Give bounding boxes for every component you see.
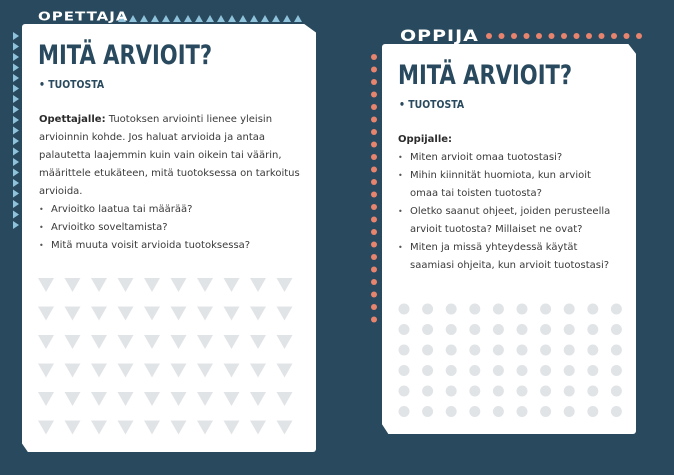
pattern-dot [540, 324, 551, 335]
pattern-triangle [171, 278, 187, 292]
border-triangle [283, 15, 291, 22]
border-triangle [294, 15, 302, 22]
border-triangle [261, 15, 269, 22]
pattern-triangle [224, 364, 240, 378]
pattern-triangle [118, 278, 134, 292]
pattern-dot [517, 304, 528, 315]
pattern-triangle [197, 392, 213, 406]
pattern-triangle [171, 307, 187, 321]
border-triangle [13, 64, 19, 72]
border-dot [371, 92, 377, 98]
pattern-dot [587, 324, 598, 335]
pattern-dot [422, 324, 433, 335]
border-dot [586, 33, 592, 39]
border-dot [371, 54, 377, 60]
border-dot [371, 267, 377, 273]
learner-card-title: MITÄ ARVIOIT? [398, 60, 573, 91]
border-triangle [239, 15, 247, 22]
pattern-triangle [91, 335, 107, 349]
pattern-dot [493, 365, 504, 376]
border-dot [371, 279, 377, 285]
border-triangle [184, 15, 192, 22]
pattern-dot [493, 324, 504, 335]
pattern-dot [446, 324, 457, 335]
border-triangle [13, 106, 19, 114]
pattern-triangle [118, 364, 134, 378]
border-dot [561, 33, 567, 39]
border-dot [611, 33, 617, 39]
pattern-triangle [197, 307, 213, 321]
border-dot [371, 67, 377, 73]
pattern-dot [446, 386, 457, 397]
pattern-triangle [277, 421, 293, 435]
pattern-dot [587, 304, 598, 315]
list-item: • Miten arvioit omaa tuotostasi? [398, 149, 613, 167]
pattern-triangle [171, 364, 187, 378]
pattern-dot [611, 365, 622, 376]
border-triangle [13, 95, 19, 103]
border-dot [371, 229, 377, 235]
pattern-triangle [197, 364, 213, 378]
pattern-triangle [38, 335, 54, 349]
pattern-triangle [144, 335, 160, 349]
pattern-triangle [277, 364, 293, 378]
pattern-triangle [277, 335, 293, 349]
list-item: • Arvioitko soveltamista? [39, 219, 301, 237]
border-triangle [250, 15, 258, 22]
pattern-triangle [65, 364, 81, 378]
border-triangle [217, 15, 225, 22]
pattern-triangle [197, 278, 213, 292]
teacher-lead-label: Opettajalle: [39, 114, 106, 125]
pattern-dot [611, 345, 622, 356]
border-dot [524, 33, 530, 39]
pattern-dot [611, 304, 622, 315]
list-item: • Miten ja missä yhteydessä käytät saamiasi ohjeita, kun arvioit tuotostasi? [398, 239, 613, 275]
pattern-triangle [38, 392, 54, 406]
pattern-triangle [250, 392, 266, 406]
pattern-triangle [38, 421, 54, 435]
border-triangle [13, 74, 19, 82]
border-triangle [13, 169, 19, 177]
border-triangle [13, 127, 19, 135]
pattern-triangle [224, 392, 240, 406]
pattern-triangle [250, 307, 266, 321]
pattern-dot [587, 386, 598, 397]
border-dot [371, 154, 377, 160]
border-dot [371, 192, 377, 198]
pattern-triangle [91, 307, 107, 321]
learner-lead-paragraph [398, 131, 613, 149]
pattern-dot [564, 345, 575, 356]
pattern-dot [469, 345, 480, 356]
pattern-triangle [91, 278, 107, 292]
pattern-triangle [65, 335, 81, 349]
pattern-dot [446, 406, 457, 417]
pattern-triangle [65, 421, 81, 435]
pattern-dot [587, 406, 598, 417]
border-dot [371, 142, 377, 148]
pattern-dot [399, 365, 410, 376]
border-dot [549, 33, 555, 39]
border-dot [371, 204, 377, 210]
border-dot [599, 33, 605, 39]
pattern-triangle [144, 392, 160, 406]
pattern-triangle [118, 392, 134, 406]
border-triangle [13, 137, 19, 145]
pattern-dot [564, 365, 575, 376]
pattern-triangle [118, 307, 134, 321]
pattern-dot [446, 365, 457, 376]
pattern-dot [540, 304, 551, 315]
pattern-dot [422, 386, 433, 397]
pattern-triangle [171, 335, 187, 349]
teacher-card-body [39, 111, 301, 255]
pattern-triangle [224, 307, 240, 321]
pattern-triangle [65, 392, 81, 406]
pattern-triangle [144, 364, 160, 378]
pattern-dot [493, 406, 504, 417]
pattern-triangle [171, 421, 187, 435]
pattern-dot [564, 304, 575, 315]
pattern-dot [446, 304, 457, 315]
learner-tag: OPPIJA [400, 26, 479, 46]
border-dot [371, 304, 377, 310]
border-dot [636, 33, 642, 39]
pattern-dot [469, 324, 480, 335]
pattern-dot [469, 304, 480, 315]
pattern-triangle [197, 421, 213, 435]
pattern-triangle [250, 278, 266, 292]
border-dot [536, 33, 542, 39]
border-dot [574, 33, 580, 39]
pattern-dot [564, 386, 575, 397]
border-triangle [13, 53, 19, 61]
pattern-dot [611, 386, 622, 397]
pattern-dot [611, 406, 622, 417]
pattern-dot [422, 406, 433, 417]
pattern-dot [446, 345, 457, 356]
pattern-triangle [144, 421, 160, 435]
pattern-dot [469, 406, 480, 417]
learner-card-body [398, 131, 613, 275]
border-triangle [13, 43, 19, 51]
border-triangle [140, 15, 148, 22]
border-triangle [13, 148, 19, 156]
list-item: • Mihin kiinnität huomiota, kun arvioit omaa tai toisten tuotosta? [398, 167, 613, 203]
pattern-triangle [65, 307, 81, 321]
pattern-triangle [277, 392, 293, 406]
border-dot [371, 179, 377, 185]
border-triangle [13, 85, 19, 93]
pattern-triangle [38, 278, 54, 292]
teacher-triangle-pattern [36, 274, 306, 444]
pattern-dot [517, 406, 528, 417]
list-item: • Oletko saanut ohjeet, joiden perusteella arvioit tuotosta? Millaiset ne ovat? [398, 203, 613, 239]
pattern-triangle [91, 392, 107, 406]
pattern-triangle [118, 335, 134, 349]
border-triangle [13, 221, 19, 229]
pattern-dot [564, 406, 575, 417]
pattern-triangle [224, 278, 240, 292]
border-triangle [13, 116, 19, 124]
pattern-dot [517, 324, 528, 335]
border-triangle [13, 211, 19, 219]
learner-dot-pattern [394, 300, 630, 420]
learner-question-list [398, 149, 613, 275]
pattern-triangle [224, 421, 240, 435]
pattern-triangle [277, 307, 293, 321]
learner-card-subtitle: • TUOTOSTA [399, 98, 465, 111]
border-dot [371, 104, 377, 110]
teacher-lead-paragraph [39, 111, 301, 201]
border-triangle [162, 15, 170, 22]
pattern-dot [540, 386, 551, 397]
teacher-card-title: MITÄ ARVIOIT? [38, 40, 213, 71]
pattern-dot [469, 365, 480, 376]
pattern-dot [517, 386, 528, 397]
border-dot [371, 317, 377, 323]
border-triangle [272, 15, 280, 22]
border-dot [624, 33, 630, 39]
border-dot [371, 129, 377, 135]
teacher-tag: OPETTAJA [38, 8, 129, 24]
border-triangle [195, 15, 203, 22]
border-triangle [151, 15, 159, 22]
pattern-triangle [250, 421, 266, 435]
learner-lead-label: Oppijalle: [398, 134, 453, 145]
pattern-dot [517, 365, 528, 376]
teacher-question-list [39, 201, 301, 255]
border-dot [371, 254, 377, 260]
pattern-dot [422, 345, 433, 356]
pattern-dot [469, 386, 480, 397]
border-triangle [13, 158, 19, 166]
border-dot [371, 79, 377, 85]
border-dot [371, 167, 377, 173]
border-triangle [13, 190, 19, 198]
pattern-dot [399, 324, 410, 335]
pattern-dot [587, 345, 598, 356]
teacher-lead-text: Tuotoksen arviointi lienee yleisin arvioinnin kohde. Jos haluat arvioida ja antaa palautetta laajemmin kuin vain oikein tai väärin, määrittele etukäteen, mitä tuotoksessa on tarkoitus arvioida. [39, 114, 300, 197]
pattern-triangle [277, 278, 293, 292]
pattern-triangle [144, 278, 160, 292]
pattern-triangle [250, 335, 266, 349]
pattern-dot [422, 304, 433, 315]
border-dot [371, 292, 377, 298]
border-dot [499, 33, 505, 39]
list-item: • Mitä muuta voisit arvioida tuotoksessa? [39, 237, 301, 255]
pattern-dot [540, 345, 551, 356]
pattern-dot [564, 324, 575, 335]
list-item: • Arvioitko laatua tai määrää? [39, 201, 301, 219]
pattern-dot [493, 304, 504, 315]
border-triangle [13, 179, 19, 187]
pattern-dot [493, 386, 504, 397]
pattern-dot [517, 345, 528, 356]
border-triangle [173, 15, 181, 22]
border-dot [371, 242, 377, 248]
pattern-triangle [250, 364, 266, 378]
pattern-triangle [38, 307, 54, 321]
pattern-triangle [197, 335, 213, 349]
pattern-dot [540, 406, 551, 417]
border-dot [371, 217, 377, 223]
pattern-dot [399, 386, 410, 397]
pattern-triangle [91, 421, 107, 435]
pattern-dot [399, 345, 410, 356]
border-triangle [228, 15, 236, 22]
pattern-triangle [224, 335, 240, 349]
pattern-dot [611, 324, 622, 335]
pattern-triangle [65, 278, 81, 292]
pattern-dot [587, 365, 598, 376]
border-dot [511, 33, 517, 39]
pattern-dot [399, 304, 410, 315]
border-dot [486, 33, 492, 39]
teacher-card-subtitle: • TUOTOSTA [39, 78, 105, 91]
border-triangle [13, 32, 19, 40]
pattern-triangle [91, 364, 107, 378]
pattern-triangle [144, 307, 160, 321]
pattern-triangle [38, 364, 54, 378]
pattern-dot [399, 406, 410, 417]
pattern-dot [422, 365, 433, 376]
border-triangle [206, 15, 214, 22]
pattern-dot [493, 345, 504, 356]
border-triangle [13, 200, 19, 208]
pattern-triangle [171, 392, 187, 406]
pattern-triangle [118, 421, 134, 435]
border-dot [371, 117, 377, 123]
pattern-dot [540, 365, 551, 376]
border-triangle [129, 15, 137, 22]
